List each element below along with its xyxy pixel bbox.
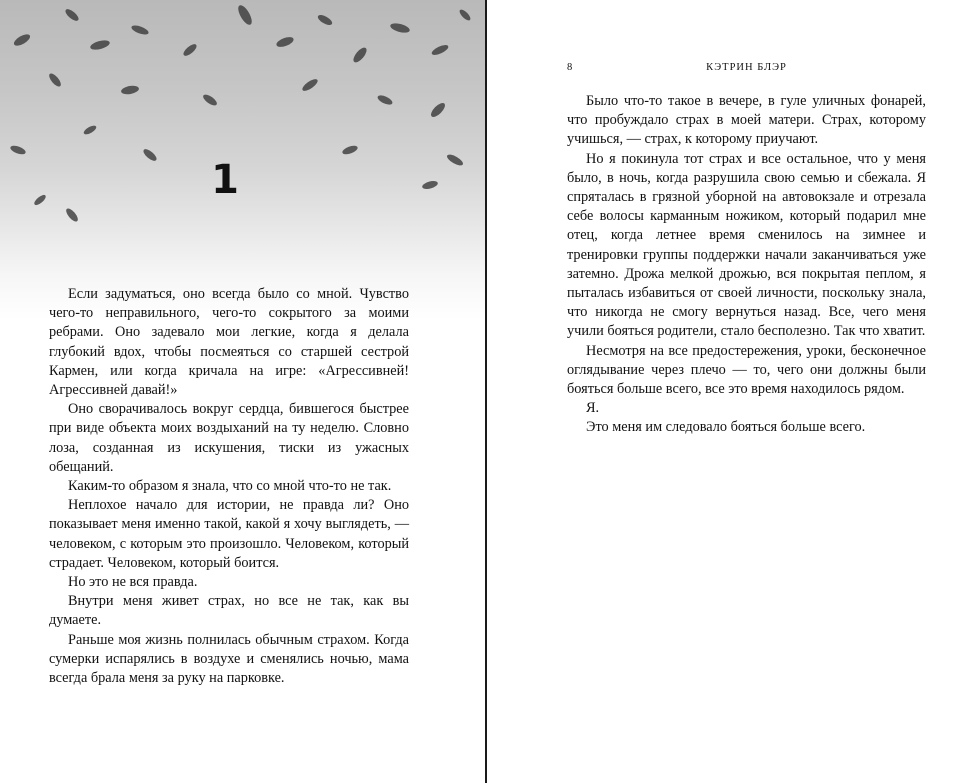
paragraph: Но я покинула тот страх и все остальное, что у меня было, в ночь, когда разрушила свою семью и сбежала. Я спряталась в грязной уборной на автовокзале и отрезала себе волосы карманным ножиком, который подарил мне отец, когда летнее время сменилось на зимнее и тренировки группы поддержки начали заканчиваться уже затемно. Дрожа мелкой дрожью, вся покрытая пеплом, я пыталась избавиться от своей личности, поскольку знала, что никогда не смогу вернуться назад. Все, чего меня учили бояться родители, стало бесполезно. Так что хватит. bbox=[567, 150, 926, 340]
paragraph: Но это не вся правда. bbox=[68, 574, 198, 591]
left-page bbox=[0, 0, 485, 783]
left-page-body bbox=[49, 285, 409, 688]
page-number: 8 bbox=[567, 62, 574, 73]
paragraph: Раньше моя жизнь полнилась обычным страхом. Когда сумерки испарялись в воздухе и сменялись ночью, мама всегда брала меня за руку на парковке. bbox=[49, 631, 409, 687]
paragraph: Было что-то такое в вечере, в гуле уличных фонарей, что пробуждало страх в моей матери. Страх, которому учишься, — страх, к которому приучают. bbox=[567, 93, 926, 148]
falling-leaves-illustration bbox=[0, 0, 485, 240]
paragraph: Каким-то образом я знала, что со мной что-то не так. bbox=[68, 478, 392, 495]
right-page-body bbox=[567, 92, 926, 438]
paragraph: Неплохое начало для истории, не правда ли? Оно показывает меня именно такой, какой я хочу выглядеть, — человеком, с которым это произошло. Человеком, который страдает. Человеком, который боится. bbox=[49, 497, 409, 571]
running-head bbox=[567, 62, 926, 78]
chapter-number: 1 bbox=[211, 157, 239, 203]
header-author: КЭТРИН БЛЭР bbox=[706, 62, 787, 73]
paragraph: Оно сворачивалось вокруг сердца, бившегося быстрее при виде объекта моих воздыханий на ту неделю. Словно лоза, созданная из искушения, тиски из ужасных обещаний. bbox=[49, 401, 409, 475]
paragraph: Если задуматься, оно всегда было со мной. Чувство чего-то неправильного, чего-то сокрытого за моими ребрами. Оно задевало мои легкие, когда я делала глубокий вдох, чтобы посмеяться со старшей сестрой Кармен, или когда кричала на игре: «Агрессивней! Агрессивней давай!» bbox=[49, 286, 409, 399]
paragraph: Это меня им следовало бояться больше всего. bbox=[586, 419, 866, 436]
paragraph: Я. bbox=[586, 400, 600, 417]
paragraph: Несмотря на все предостережения, уроки, бесконечное оглядывание через плечо — то, чего они должны были бояться больше всего, все это время находилось рядом. bbox=[567, 342, 926, 398]
right-page bbox=[487, 0, 973, 783]
paragraph: Внутри меня живет страх, но все не так, как вы думаете. bbox=[49, 593, 409, 629]
